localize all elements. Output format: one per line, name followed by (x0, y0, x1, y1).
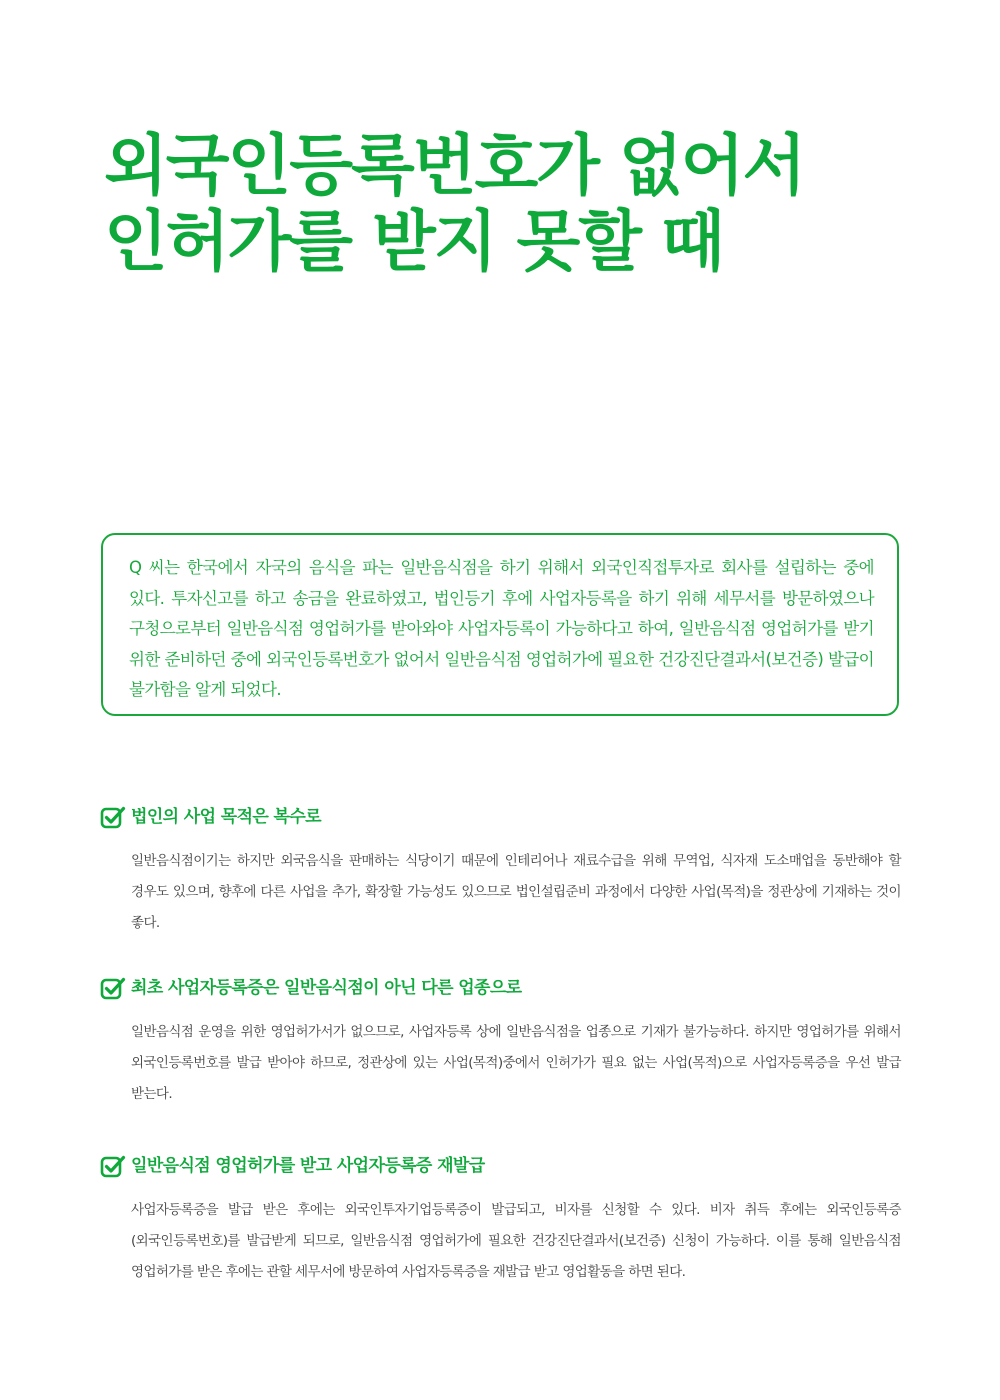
page-title-line-2: 인허가를 받지 못할 때 (104, 203, 723, 280)
page-title (104, 128, 804, 280)
case-description-text: Q 씨는 한국에서 자국의 음식을 파는 일반음식점을 하기 위해서 외국인직접투자로 회사를 설립하는 중에 있다. 투자신고를 하고 송금을 완료하였고, 법인등기 후에 사업자등록을 하기 위해 세무서를 방문하였으나 구청으로부터 일반음식점 영업허가를 받아와야 사업자등록이 가능하다고 하여, 일반음식점 영업허가를 받기 위한 준비하던 중에 외국인등록번호가 없어서 일반음식점 영업허가에 필요한 건강진단결과서(보건증) 발급이 불가함을 알게 되었다. (129, 558, 874, 699)
section-initial-registration (100, 975, 900, 1110)
section-header (100, 975, 900, 1003)
section-body: 사업자등록증을 발급 받은 후에는 외국인투자기업등록증이 발급되고, 비자를 신청할 수 있다. 비자 취득 후에는 외국인등록증(외국인등록번호)를 발급받게 되므로, 일반음식점 영업허가에 필요한 건강진단결과서(보건증) 신청이 가능하다. 이를 통해 일반음식점 영업허가를 받은 후에는 관할 세무서에 방문하여 사업자등록증을 재발급 받고 영업활동을 하면 된다. (131, 1202, 901, 1280)
check-square-icon (100, 975, 126, 1001)
section-reissue-registration (100, 1153, 900, 1288)
section-title: 법인의 사업 목적은 복수로 (131, 807, 321, 827)
check-square-icon (100, 1153, 126, 1179)
section-header (100, 804, 900, 832)
section-title: 일반음식점 영업허가를 받고 사업자등록증 재발급 (131, 1156, 485, 1176)
section-business-purpose (100, 804, 900, 939)
case-description-box (101, 533, 899, 716)
page-title-line-1: 외국인등록번호가 없어서 (104, 127, 805, 204)
section-body: 일반음식점이기는 하지만 외국음식을 판매하는 식당이기 때문에 인테리어나 재료수급을 위해 무역업, 식자재 도소매업을 동반해야 할 경우도 있으며, 향후에 다른 사업을 추가, 확장할 가능성도 있으므로 법인설립준비 과정에서 다양한 사업(목적)을 정관상에 기재하는 것이 좋다. (131, 853, 901, 931)
section-title: 최초 사업자등록증은 일반음식점이 아닌 다른 업종으로 (131, 978, 522, 998)
section-header (100, 1153, 900, 1181)
section-body: 일반음식점 운영을 위한 영업허가서가 없으므로, 사업자등록 상에 일반음식점을 업종으로 기재가 불가능하다. 하지만 영업허가를 위해서 외국인등록번호를 발급 받아야 하므로, 정관상에 있는 사업(목적)중에서 인허가가 필요 없는 사업(목적)으로 사업자등록증을 우선 발급 받는다. (131, 1024, 901, 1102)
check-square-icon (100, 804, 126, 830)
